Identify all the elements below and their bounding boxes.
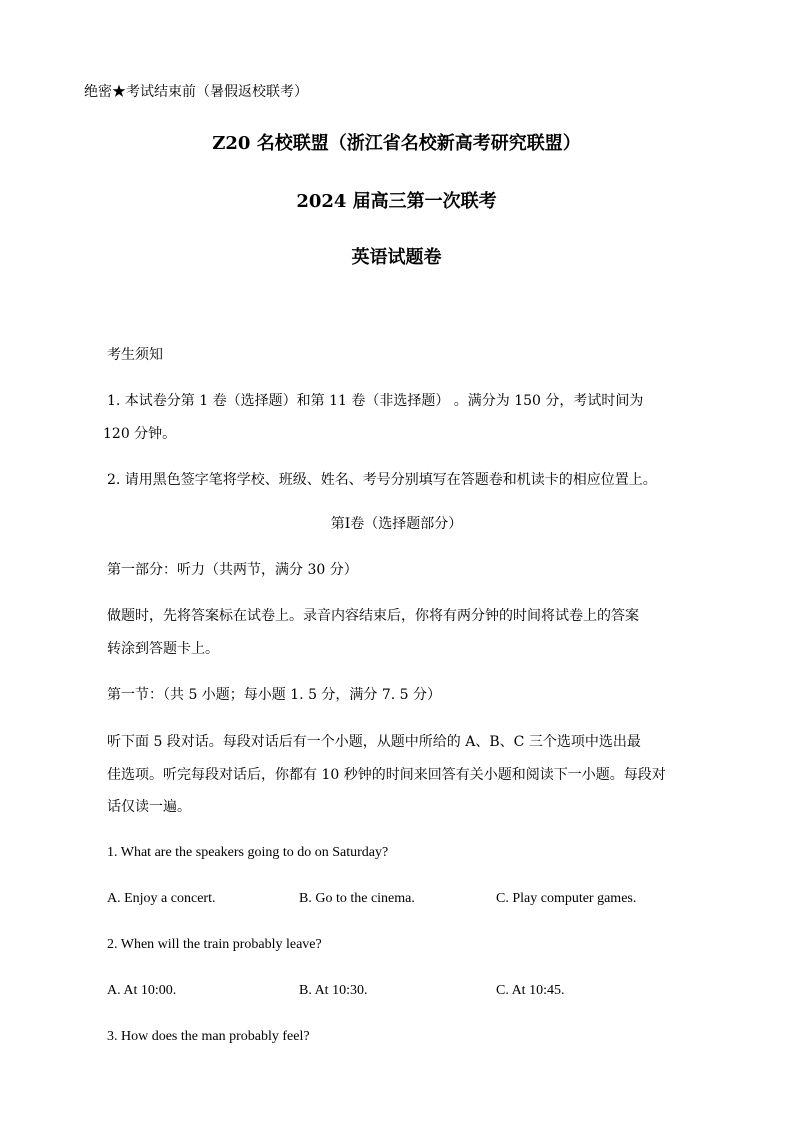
subsection-instruction-line-1: 听下面 5 段对话。每段对话后有一个小题，从题中所给的 A、B、C 三个选项中选出最	[107, 734, 641, 750]
listening-instruction-line-2: 转涂到答题卡上。	[107, 641, 219, 657]
listening-section-title: 第一部分：听力（共两节，满分 30 分）	[107, 562, 358, 578]
question-2-option-b: B. At 10:30.	[299, 983, 368, 998]
notice-item-1-line-2: 120 分钟。	[103, 426, 177, 442]
question-1-option-c: C. Play computer games.	[496, 891, 637, 906]
question-2-stem: 2. When will the train probably leave?	[107, 937, 322, 952]
volume-title: 第Ⅰ卷（选择题部分）	[330, 516, 463, 532]
listening-instruction-line-1: 做题时，先将答案标在试卷上。录音内容结束后，你将有两分钟的时间将试卷上的答案	[107, 608, 639, 624]
notice-item-1-line-1: 1. 本试卷分第 1 卷（选择题）和第 11 卷（非选择题） 。满分为 150 分，考试时间为	[107, 393, 644, 409]
question-1-option-b: B. Go to the cinema.	[299, 891, 415, 906]
notice-item-2: 2. 请用黑色签字笔将学校、班级、姓名、考号分别填写在答题卷和机读卡的相应位置上。	[107, 472, 657, 488]
question-2-option-a: A. At 10:00.	[107, 983, 177, 998]
question-2-option-c: C. At 10:45.	[496, 983, 565, 998]
confidential-note: 绝密★考试结束前（暑假返校联考）	[84, 84, 308, 100]
notice-heading: 考生须知	[107, 347, 163, 363]
subsection-title: 第一节：（共 5 小题；每小题 1. 5 分，满分 7. 5 分）	[107, 687, 442, 703]
question-1-stem: 1. What are the speakers going to do on Saturday?	[107, 845, 389, 860]
exam-alliance-title: Z20 名校联盟（浙江省名校新高考研究联盟）	[212, 133, 581, 154]
subsection-instruction-line-2: 佳选项。听完每段对话后，你都有 10 秒钟的时间来回答有关小题和阅读下一小题。每段对	[107, 767, 666, 783]
subsection-instruction-line-3: 话仅读一遍。	[107, 799, 191, 815]
question-3-stem: 3. How does the man probably feel?	[107, 1029, 310, 1044]
exam-session-title: 2024 届高三第一次联考	[296, 191, 497, 212]
question-1-option-a: A. Enjoy a concert.	[107, 891, 216, 906]
exam-subject-title: 英语试题卷	[351, 247, 442, 268]
